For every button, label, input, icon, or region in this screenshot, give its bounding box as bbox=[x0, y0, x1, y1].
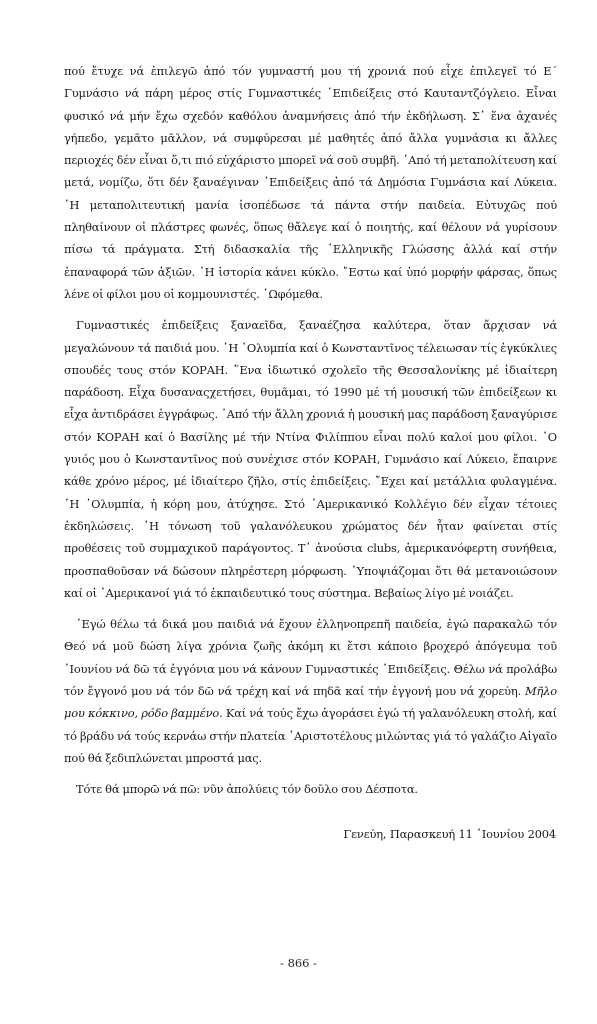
paragraph-3 bbox=[64, 613, 557, 769]
page-number: - 866 - bbox=[280, 956, 317, 970]
paragraph-3-italic-quote: Μῆλο μου κόκκινο, ρόδο βαμμένο. bbox=[64, 684, 557, 721]
paragraph-4: Τότε θά μπορῶ νά πῶ: νῦν ἀπολύεις τόν δοῦλο σου Δέσποτα. bbox=[76, 782, 418, 797]
signature-date-line: Γενεύη, Παρασκευή 11 ᾽Ιουνίου 2004 bbox=[343, 826, 556, 841]
paragraph-1: πού ἔτυχε νά ἐπιλεγῶ ἀπό τόν γυμναστή μου τή χρονιά πού εἶχε ἐπιλεγεῖ τό Ε΄ Γυμνάσιο νά πάρη μέρος στίς Γυμναστικές ᾽Επιδείξεις στό Καυταντζόγλειο. Εἶναι φυσικό νά μήν ἔχω σχεδόν καθόλου ἀναμνήσεις ἀπό τήν ἐκδήλωση. Σ᾽ ἕνα ἀχανές γήπεδο, γεμᾶτο μᾶλλον, νά συμφύρεσαι μέ μαθητές ἀπό ἄλλα γυμνάσια κι ἄλλες περιοχές δέν εἶναι ὅ,τι πιό εὐχάριστο μπορεῖ νά σοῦ συμβῆ. ᾽Από τή μεταπολίτευση καί μετά, νομίζω, ὅτι δέν ξαναέγιναν ᾽Επιδείξεις ἀπό τά Δημόσια Γυμνάσια καί Λύκεια. ῾Η μεταπολιτευτική μανία ἰσοπέδωσε τά πάντα στήν παιδεία. Εὐτυχῶς πού πληθαίνουν οἱ πλάστρες φωνές, ὅπως θἄλεγε καί ὁ ποιητής, καί θέλουν νά γυρίσουν πίσω τά πράγματα. Στή διδασκαλία τῆς ῾Ελληνικῆς Γλώσσης ἀλλά καί στήν ἐπαναφορά τῶν ἀξιῶν. ῾Η ἱστορία κάνει κύκλο. ῎Εστω καί ὑπό μορφήν φάρσας, ὅπως λένε οἱ φίλοι μου οἱ κομμουνιστές. ᾽Ωφόμεθα. bbox=[64, 64, 557, 301]
paragraph-2: Γυμναστικές ἐπιδείξεις ξαναεῖδα, ξαναέζησα καλύτερα, ὅταν ἄρχισαν νά μεγαλώνουν τά παιδιά μου. ῾Η ᾽Ολυμπία καί ὁ Κωνσταντῖνος τέλειωσαν τίς ἐγκύκλιες σπουδές τους στόν ΚΟΡΑΗ. ῞Ενα ἰδιωτικό σχολεῖο τῆς Θεσσαλονίκης μέ ἰδιαίτερη παράδοση. Εἶχα δυσαναςχετήσει, θυμᾶμαι, τό 1990 μέ τή μουσική τῶν ἐπιδείξεων κι εἶχα ἀντιδράσει ἐγγράφως. ᾽Από τήν ἄλλη χρονιά ἡ μουσική μας παράδοση ξαναγύρισε στόν ΚΟΡΑΗ καί ὁ Βασίλης μέ τήν Ντίνα Φιλίππου εἶναι πολύ καλοί μου φίλοι. ῾Ο γυιός μου ὁ Κωνσταντῖνος πού συνέχισε στόν ΚΟΡΑΗ, Γυμνάσιο καί Λύκειο, ἔπαιρνε κάθε χρόνο μέρος, μέ ἰδιαίτερο ζῆλο, στίς ἐπιδείξεις. ῎Εχει καί μετάλλια φυλαγμένα. ῾Η ᾽Ολυμπία, ἡ κόρη μου, ἀτύχησε. Στό ᾽Αμερικανικό Κολλέγιο δέν εἶχαν τέτοιες ἐκδηλώσεις. ῾Η τόνωση τοῦ γαλανόλευκου χρώματος δέν ἦταν φαίνεται στίς προθέσεις τοῦ συμμαχικοῦ παράγοντος. Τ᾽ ἀνούσια clubs, ἀμερικανόφερτη συνήθεια, προσπαθοῦσαν νά δώσουν πληρέστερη μόρφωση. ῾Υποψιάζομαι ὅτι θά μετανοιώσουν καί οἱ ᾽Αμερικανοί γιά τό ἐκπαιδευτικό τους σύστημα. Βεβαίως λίγο μέ νοιάζει. bbox=[64, 318, 557, 600]
page-body bbox=[64, 60, 557, 845]
paragraph-3-text-after: Καί νά τούς ἔχω ἀγοράσει ἐγώ τή γαλανόλευκη στολή, καί τό βράδυ νά τούς κερνάω στήν πλατεία ᾽Αριστοτέλους μιλώντας γιά τό γαλάζιο Αἰγαῖο πού θά ξεδιπλώνεται μπροστά μας. bbox=[64, 706, 557, 765]
paragraph-3-text-before: ᾽Εγώ θέλω τά δικά μου παιδιά νά ἔχουν ἑλληνοπρεπῆ παιδεία, ἐγώ παρακαλῶ τόν Θεό νά μοῦ δώση λίγα χρόνια ζωῆς ἀκόμη κι ἔτσι κάποιο βροχερό ἀπόγευμα τοῦ ᾽Ιουνίου νά δῶ τά ἐγγόνια μου νά κάνουν Γυμναστικές ᾽Επιδείξεις. Θέλω νά προλάβω τόν ἔγγονό μου νά τόν δῶ νά τρέχη καί νά πηδᾶ καί τήν ἐγγονή μου νά χορεύη. bbox=[64, 617, 557, 699]
